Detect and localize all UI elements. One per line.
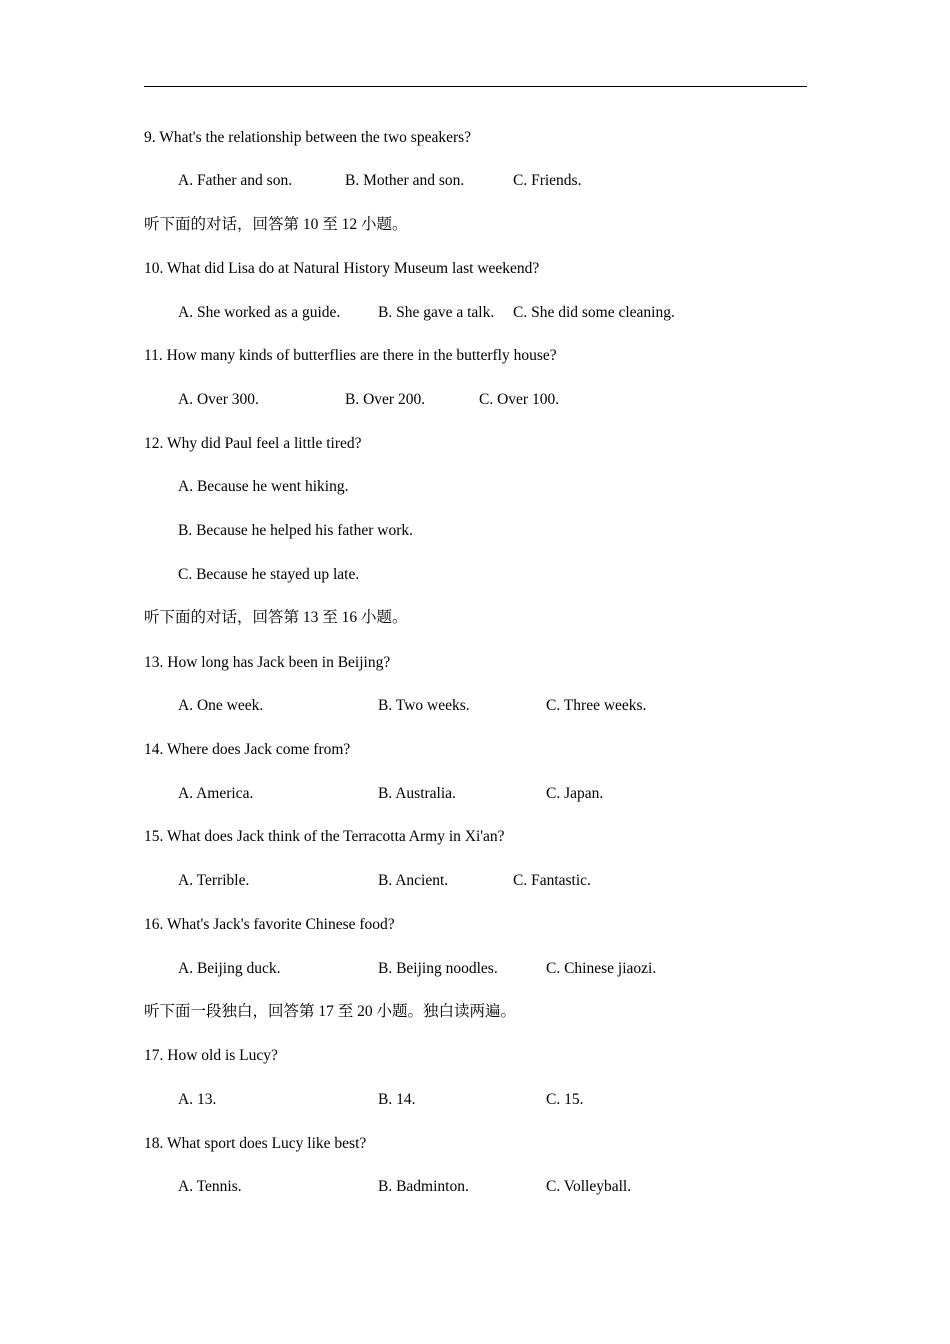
question-14: 14. Where does Jack come from? (144, 741, 351, 758)
section-instruction-10-12: 听下面的对话，回答第 10 至 12 小题。 (144, 216, 408, 233)
option-17c: C. 15. (546, 1091, 584, 1108)
section-instruction-13-16: 听下面的对话，回答第 13 至 16 小题。 (144, 609, 408, 626)
option-13a: A. One week. (178, 697, 264, 714)
option-10c: C. She did some cleaning. (513, 304, 675, 321)
option-18a: A. Tennis. (178, 1178, 242, 1195)
option-9a: A. Father and son. (178, 172, 293, 189)
option-13c: C. Three weeks. (546, 697, 647, 714)
option-17b: B. 14. (378, 1091, 416, 1108)
option-16c: C. Chinese jiaozi. (546, 960, 657, 977)
option-12b: B. Because he helped his father work. (178, 522, 414, 539)
question-10: 10. What did Lisa do at Natural History Museum last weekend? (144, 260, 540, 277)
option-13b: B. Two weeks. (378, 697, 470, 714)
option-14a: A. America. (178, 785, 254, 802)
option-9c: C. Friends. (513, 172, 582, 189)
option-11a: A. Over 300. (178, 391, 259, 408)
option-10b: B. She gave a talk. (378, 304, 495, 321)
question-12: 12. Why did Paul feel a little tired? (144, 435, 362, 452)
question-13: 13. How long has Jack been in Beijing? (144, 654, 391, 671)
option-12c: C. Because he stayed up late. (178, 566, 360, 583)
question-11: 11. How many kinds of butterflies are there in the butterfly house? (144, 347, 557, 364)
question-9: 9. What's the relationship between the two speakers? (144, 129, 472, 146)
option-11c: C. Over 100. (479, 391, 560, 408)
option-15c: C. Fantastic. (513, 872, 591, 889)
option-16a: A. Beijing duck. (178, 960, 281, 977)
option-15b: B. Ancient. (378, 872, 449, 889)
option-16b: B. Beijing noodles. (378, 960, 498, 977)
section-instruction-17-20: 听下面一段独白，回答第 17 至 20 小题。独白读两遍。 (144, 1003, 517, 1020)
option-14c: C. Japan. (546, 785, 604, 802)
question-15: 15. What does Jack think of the Terracotta Army in Xi'an? (144, 828, 505, 845)
header-rule (144, 86, 807, 87)
question-16: 16. What's Jack's favorite Chinese food? (144, 916, 395, 933)
option-17a: A. 13. (178, 1091, 217, 1108)
option-18c: C. Volleyball. (546, 1178, 632, 1195)
question-18: 18. What sport does Lucy like best? (144, 1135, 367, 1152)
option-11b: B. Over 200. (345, 391, 426, 408)
option-12a: A. Because he went hiking. (178, 478, 349, 495)
option-14b: B. Australia. (378, 785, 456, 802)
option-10a: A. She worked as a guide. (178, 304, 341, 321)
option-15a: A. Terrible. (178, 872, 250, 889)
question-17: 17. How old is Lucy? (144, 1047, 278, 1064)
option-9b: B. Mother and son. (345, 172, 465, 189)
option-18b: B. Badminton. (378, 1178, 469, 1195)
